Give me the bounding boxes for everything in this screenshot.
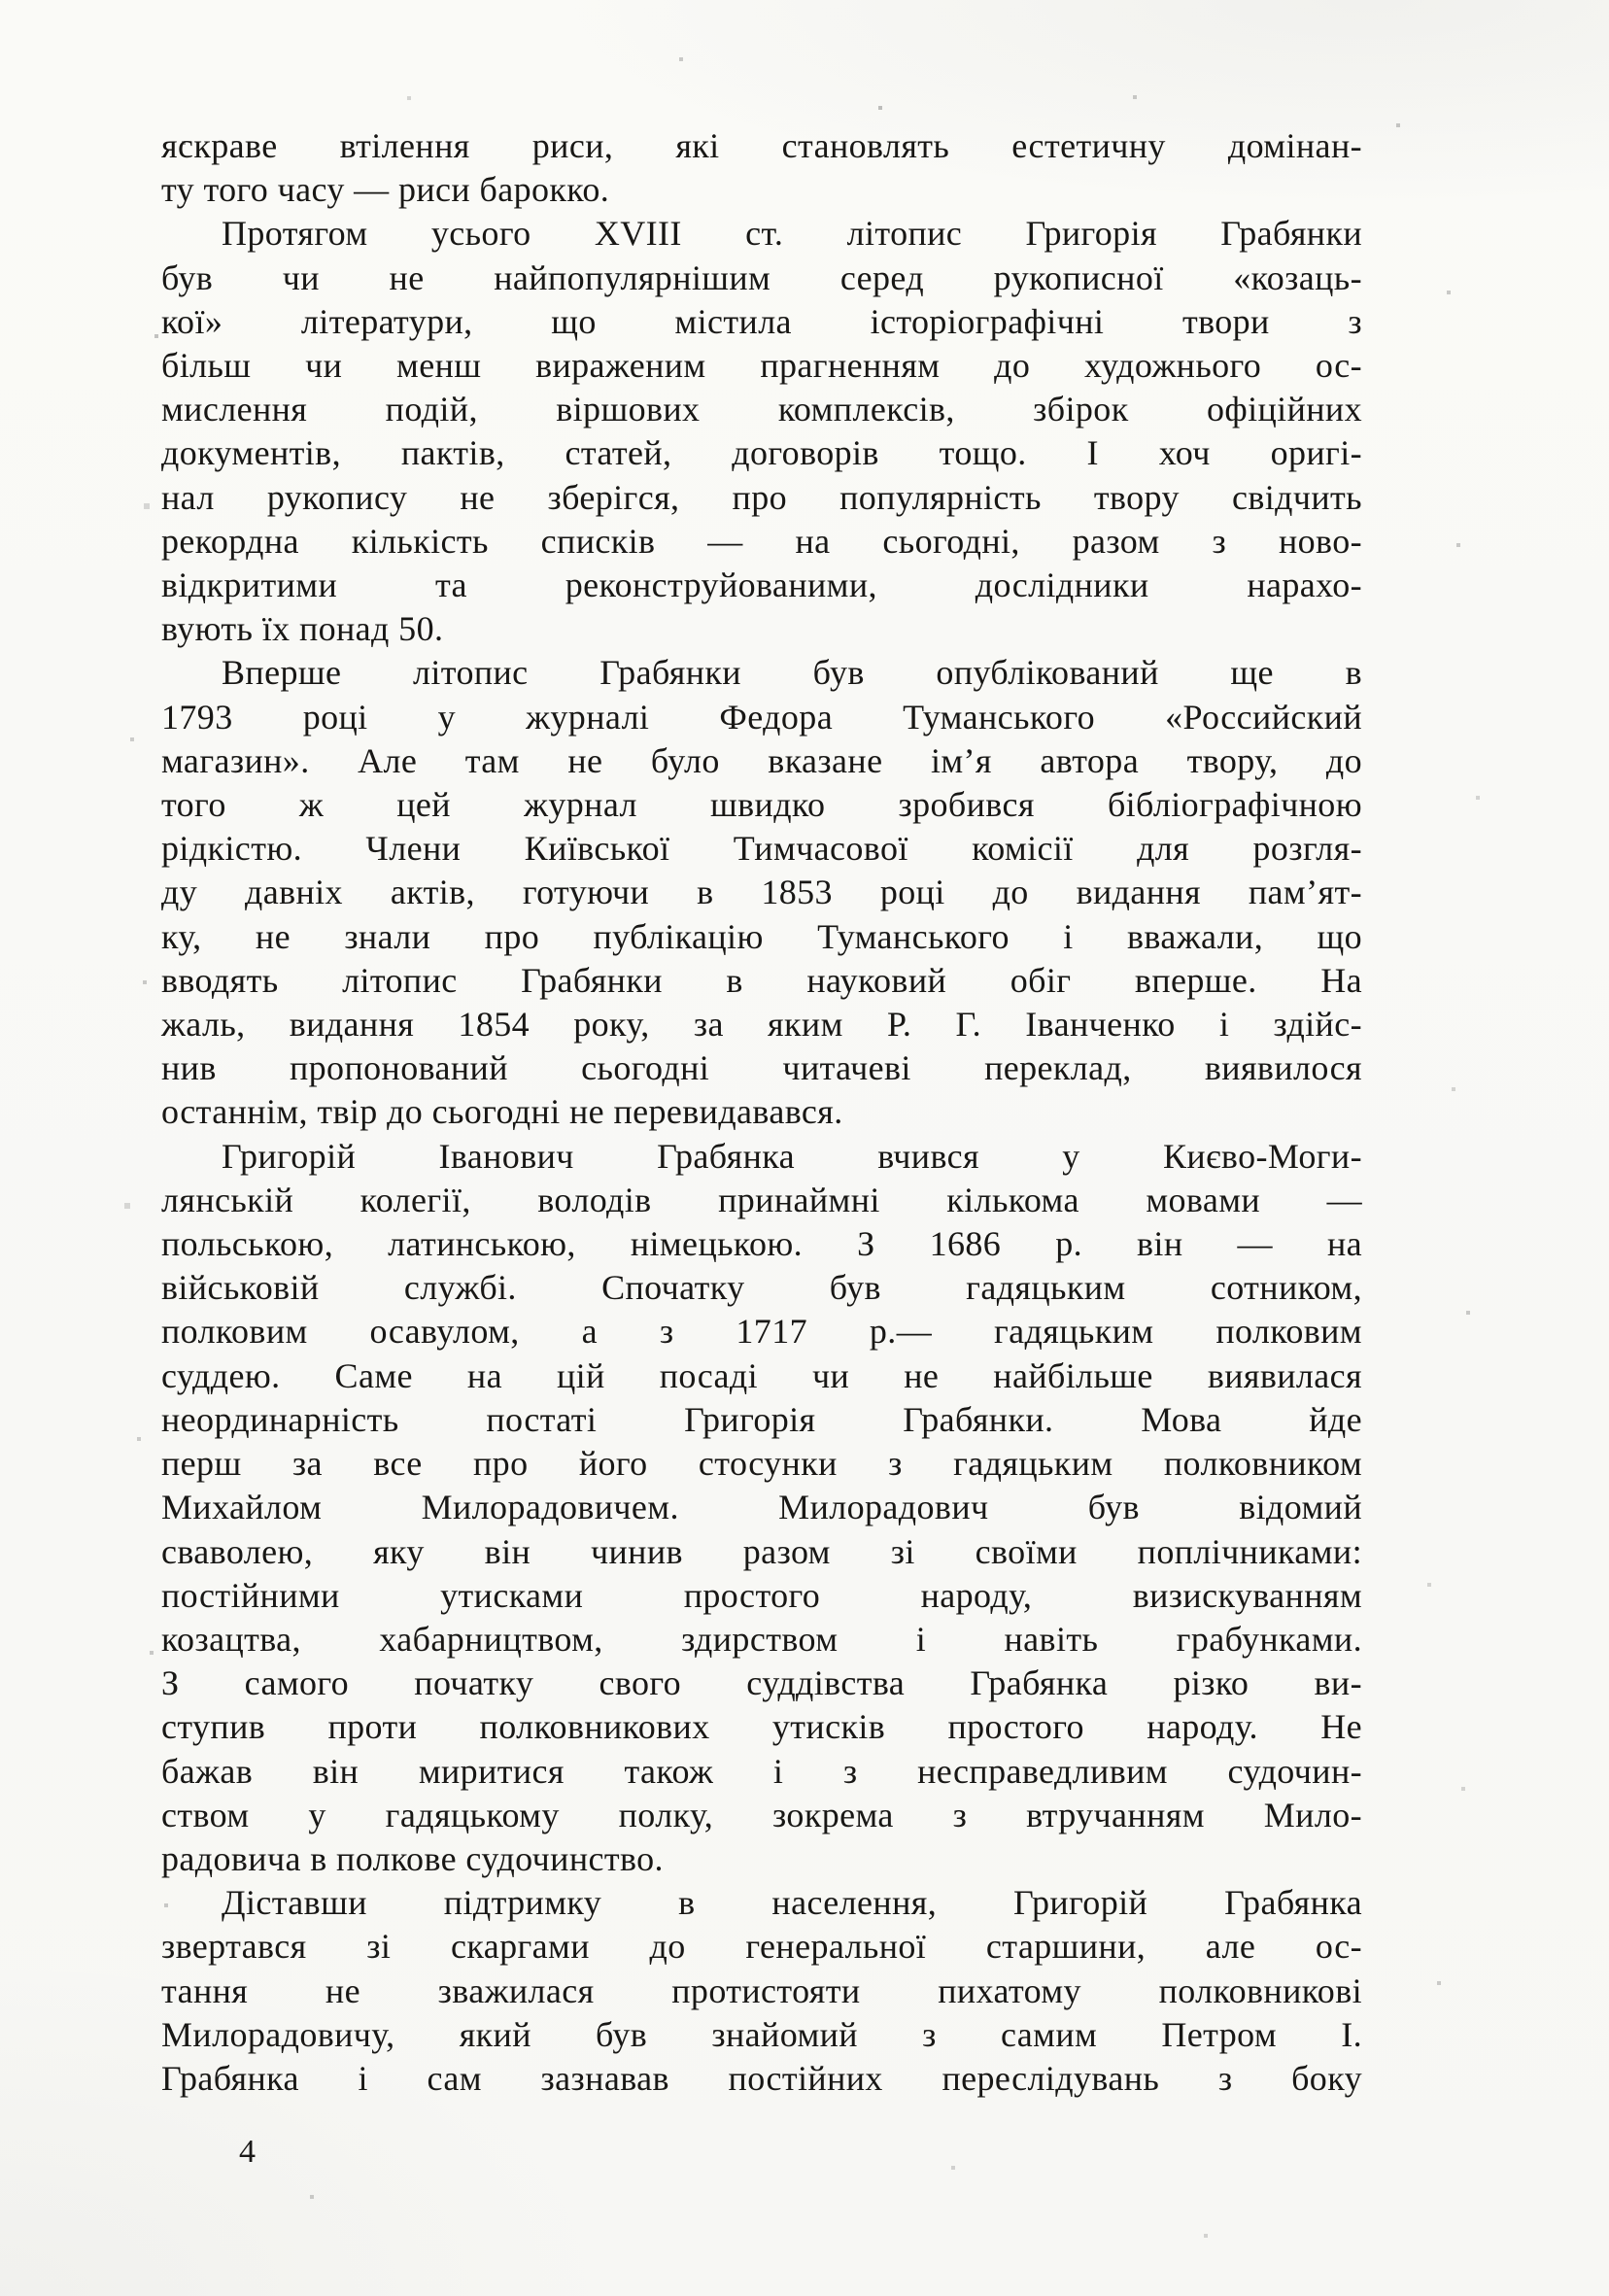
text-line: кої» літератури, що містила історіографічні твори з [161,301,1362,341]
text-line: ту того часу — риси барокко. [161,170,610,210]
text-line: лянській колегії, володів принаймні кількома мовами — [161,1180,1362,1219]
text-line: рекордна кількість списків — на сьогодні, разом з ново- [161,521,1362,561]
text-line: польською, латинською, німецькою. З 1686 р. він — на [161,1224,1362,1264]
text-line: ку, не знали про публікацію Туманського і вважали, що [161,916,1362,956]
text-line: був чи не найпопулярнішим серед рукописної «козаць- [161,257,1362,297]
text-line: Вперше літопис Грабянки був опублікований ще в [222,653,1362,693]
text-line: того ж цей журнал швидко зробився бібліографічною [161,785,1362,825]
text-line: звертався зі скаргами до генеральної старшини, але ос- [161,1927,1362,1967]
text-line: З самого початку свого суддівства Грабянка різко ви- [161,1663,1362,1703]
text-line: постійними утисками простого народу, визискуванням [161,1575,1362,1615]
text-line: магазин». Але там не було вказане ім’я автора твору, до [161,740,1362,780]
text-line: полковим осавулом, а з 1717 р.— гадяцьким полковим [161,1312,1362,1352]
text-line: Діставши підтримку в населення, Григорій Грабянка [222,1883,1362,1923]
text-line: бажав він миритися також і з несправедливим судочин- [161,1751,1362,1791]
text-line: ду давніх актів, готуючи в 1853 році до видання пам’ят- [161,873,1362,912]
text-line: радовича в полкове судочинство. [161,1838,664,1878]
text-line: нив пропонований сьогодні читачеві переклад, виявилося [161,1048,1362,1088]
text-line: нал рукопису не зберігся, про популярність твору свідчить [161,477,1362,517]
paragraph [161,124,1362,212]
text-line: жаль, видання 1854 року, за яким Р. Г. Іванченко і здійс- [161,1005,1362,1045]
text-line: козацтва, хабарництвом, здирством і навіть грабунками. [161,1619,1362,1659]
text-line: перш за все про його стосунки з гадяцьким полковником [161,1444,1362,1484]
text-line: тання не зважилася протистояти пихатому полковникові [161,1970,1362,2010]
page-text [161,124,1362,2101]
text-line: документів, пактів, статей, договорів тощо. І хоч оригі- [161,433,1362,473]
paragraph [161,1135,1362,1881]
text-line: останнім, твір до сьогодні не перевидавався. [161,1092,843,1132]
text-line: відкритими та реконструйованими, дослідники нарахо- [161,565,1362,605]
text-line: ством у гадяцькому полку, зокрема з втручанням Мило- [161,1795,1362,1834]
text-line: Михайлом Милорадовичем. Милорадович був відомий [161,1488,1362,1527]
text-line: яскраве втілення риси, які становлять естетичну домінан- [161,126,1362,165]
text-line: неординарність постаті Григорія Грабянки. Мова йде [161,1399,1362,1439]
text-line: Милорадовичу, який був знайомий з самим Петром І. [161,2014,1362,2054]
paragraph [161,212,1362,651]
text-line: мислення подій, віршових комплексів, збірок офіційних [161,390,1362,429]
text-line: ступив проти полковникових утисків простого народу. Не [161,1707,1362,1747]
text-line: 1793 році у журналі Федора Туманського «Российский [161,697,1362,737]
text-line: рідкістю. Члени Київської Тимчасової комісії для розгля- [161,829,1362,869]
text-line: сваволею, яку він чинив разом зі своїми поплічниками: [161,1531,1362,1571]
paragraph [161,651,1362,1134]
text-line: військовій службі. Спочатку був гадяцьким сотником, [161,1268,1362,1308]
page-number: 4 [239,2134,256,2170]
text-line: Протягом усього XVIII ст. літопис Григорія Грабянки [222,214,1362,254]
paragraph [161,1881,1362,2101]
text-line: Грабянка і сам зазнавав постійних переслідувань з боку [161,2058,1362,2098]
text-line: Григорій Іванович Грабянка вчився у Києво-Моги- [222,1136,1362,1176]
scan-noise [0,0,2,2]
text-line: вводять літопис Грабянки в науковий обіг вперше. На [161,960,1362,1000]
text-line: вують їх понад 50. [161,609,444,649]
text-line: суддею. Саме на цій посаді чи не найбільше виявилася [161,1355,1362,1395]
text-line: більш чи менш вираженим прагненням до художнього ос- [161,346,1362,386]
